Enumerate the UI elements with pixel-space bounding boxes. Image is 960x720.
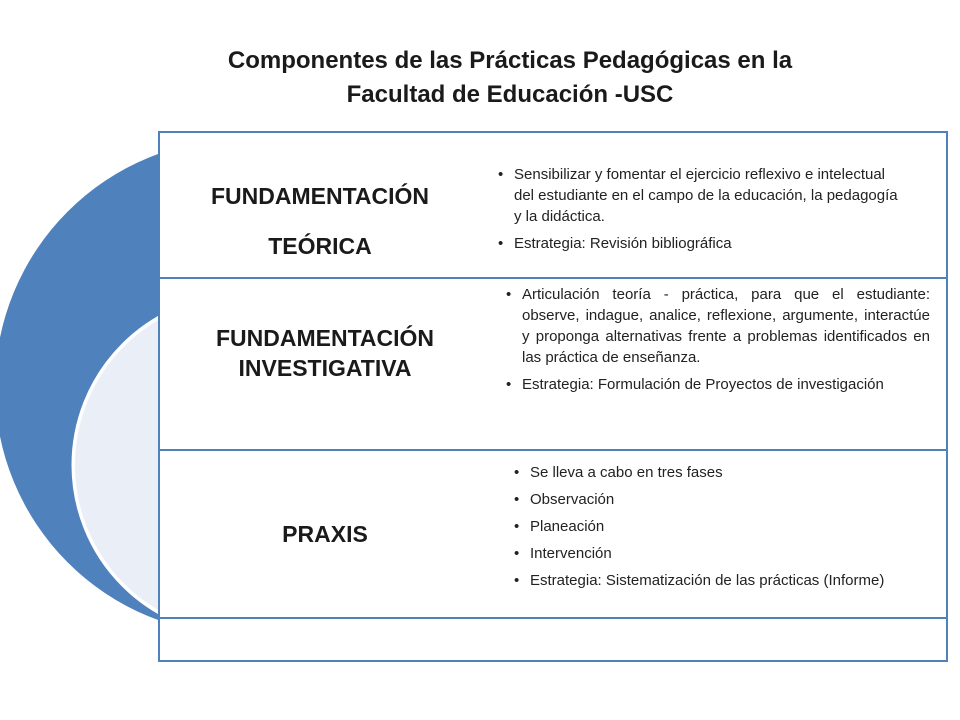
heading-line-2: TEÓRICA [268,233,372,259]
section-fundamentacion-investigativa [158,277,948,451]
heading-line-1: FUNDAMENTACIÓN [210,183,430,209]
bullet-item: • Sensibilizar y fomentar el ejercicio reflexivo e intelectual del estudiante en el campo de la educación, la pedagogía y la didáctica. [498,164,898,227]
bullet-list [506,284,930,401]
title-line-2: Facultad de Educación -USC [346,81,674,108]
heading-line-1: FUNDAMENTACIÓN [215,325,435,351]
section-heading [160,171,480,271]
bullet-item: • Se lleva a cabo en tres fases [514,462,914,483]
empty-bottom-box [158,617,948,662]
bullet-item: • Intervención [514,543,914,564]
bullet-item: • Estrategia: Sistematización de las prácticas (Informe) [514,570,914,591]
bullet-item: • Planeación [514,516,914,537]
section-fundamentacion-teorica [158,131,948,279]
heading-line-2: INVESTIGATIVA [238,355,412,381]
bullet-list [498,164,898,260]
bullet-list [514,462,914,597]
bullet-item: • Observación [514,489,914,510]
bullet-item: • Estrategia: Revisión bibliográfica [498,233,898,254]
section-praxis [158,449,948,619]
section-heading [160,323,490,383]
bullet-item: • Articulación teoría - práctica, para que el estudiante: observe, indague, analice, reflexione, argumente, interactúe y proponga alternativas frente a problemas identificados en las práctica de enseñanza. [506,284,930,368]
title-line-1: Componentes de las Prácticas Pedagógicas en la [227,47,793,74]
bullet-item: • Estrategia: Formulación de Proyectos de investigación [506,374,930,395]
heading-line-1: PRAXIS [282,521,368,547]
section-heading [160,519,490,549]
